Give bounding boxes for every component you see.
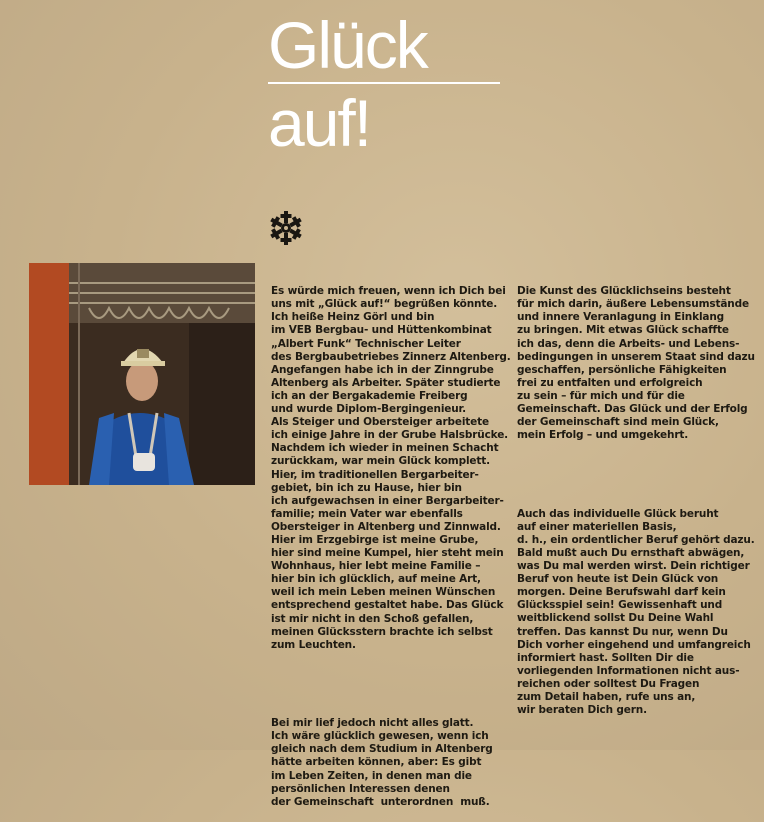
paragraph-gap xyxy=(517,469,757,482)
paragraph: Auch das individuelle Glück beruht auf einer materiellen Basis, d. h., ein ordentlicher Beruf gehört dazu. Bald mußt auch Du ernsthaft abwägen, was Du mal werden wirst. Dein richtiger Beruf von heute ist Dein Glück von morgen. Deine Berufswahl darf kein Glücksspiel sein! Gewissenhaft und weitblickend sollst Du Deine Wahl treffen. Das kannst Du nur, wenn Du Dich vorher eingehend und umfangreich informiert hast. Sollten Dir die vorliegenden Informationen nicht aus- reichen oder solltest Du Fragen zum Detail haben, rufe uns an, wir beraten Dich gern. xyxy=(517,507,755,717)
paragraph: Bei mir lief jedoch nicht alles glatt. Ich wäre glücklich gewesen, wenn ich gleich nach dem Studium in Altenberg hätte arbeiten können, aber: Es gibt im Leben Zeiten, in denen man die persönlichen Interessen denen der Gemeinschaft unterordnen muß. xyxy=(271,717,493,808)
page-title xyxy=(268,8,508,160)
title-line-1: Glück xyxy=(268,8,427,82)
paragraph: Es würde mich freuen, wenn ich Dich bei uns mit „Glück auf!“ begrüßen könnte. Ich heiße Heinz Görl und bin im VEB Bergbau- und Hüttenkombinat „Albert Funk“ Technischer Leiter des Bergbaubetriebes Zinnerz Altenberg. Angefangen habe ich in der Zinngrube Altenberg als Arbeiter. Später studierte ich an der Bergakademie Freiberg und wurde Diplom-Bergingenieur. Als Steiger und Obersteiger arbeitete ich einige Jahre in der Grube Halsbrücke. Nachdem ich wieder in meinen Schacht zurückkam, war mein Glück komplett. Hier, im traditionellen Bergarbeiter- gebiet, bin ich zu Hause, hier bin ich aufgewachsen in einer Bergarbeiter- familie; mein Vater war ebenfalls Obersteiger in Altenberg und Zinnwald. Hier im Erzgebirge ist meine Grube, hier sind meine Kumpel, hier steht mein Wohnhaus, hier lebt meine Familie – hier bin ich glücklich, auf meine Art, weil ich mein Leben meinen Wünschen entsprechend gestaltet habe. Das Glück ist mir nicht in den Schoß gefallen, meinen Glücksstern brachte ich selbst zum Leuchten. xyxy=(271,285,511,651)
paragraph: Die Kunst des Glücklichseins besteht für mich darin, äußere Lebensumstände und innere Veranlagung in Einklang zu bringen. Mit etwas Glück schaffte ich das, denn die Arbeits- und Lebens- bedingungen in unserem Staat sind dazu geschaffen, persönliche Fähigkeiten frei zu entfalten und erfolgreich zu sein – für mich und für die Gemeinschaft. Das Glück und der Erfolg der Gemeinschaft sind mein Glück, mein Erfolg – und umgekehrt. xyxy=(517,285,755,442)
mining-star-icon xyxy=(268,210,304,246)
title-underline xyxy=(268,82,500,84)
text-column-right xyxy=(517,259,757,730)
text-column-left xyxy=(271,259,511,822)
paragraph-gap xyxy=(271,678,506,691)
title-line-2: auf! xyxy=(268,86,371,160)
miner-photo xyxy=(29,263,255,485)
